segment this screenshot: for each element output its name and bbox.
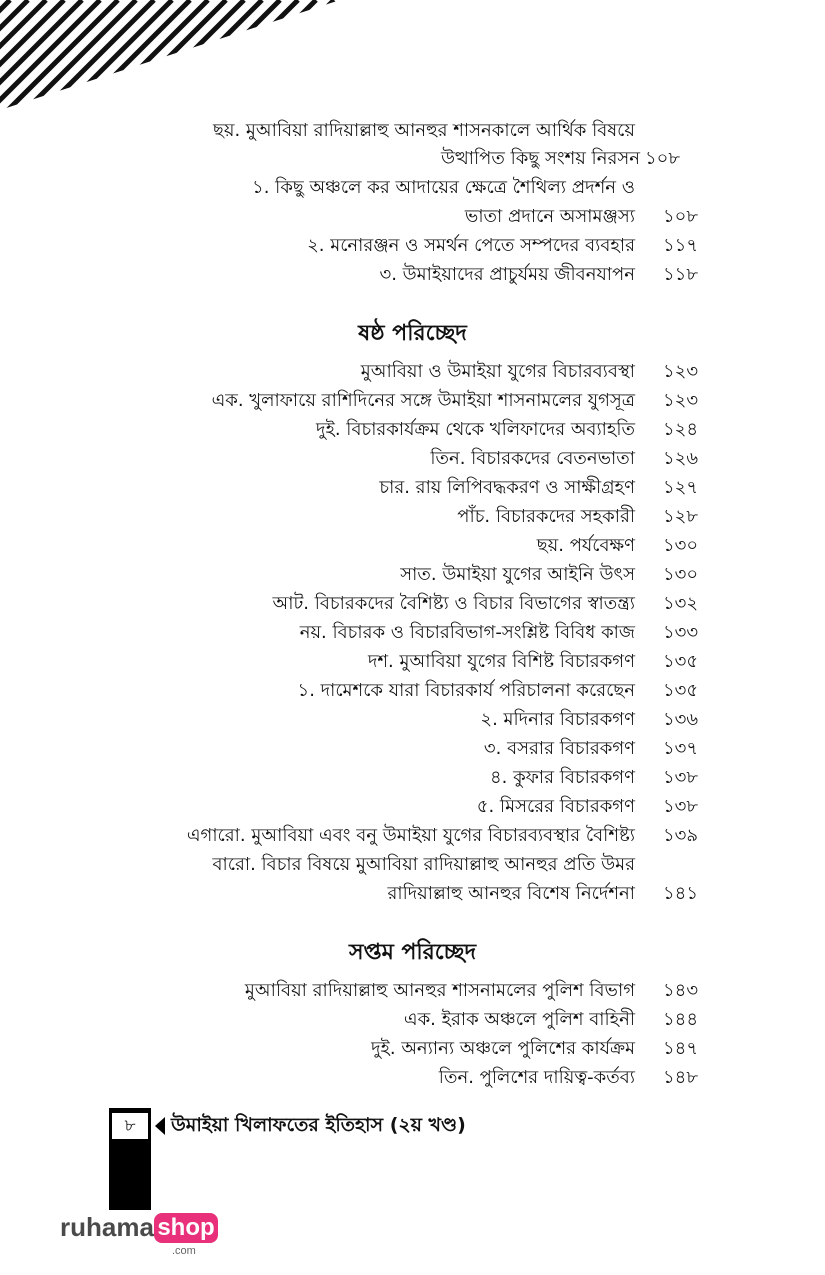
- toc-entry-title: ৩. উমাইয়াদের প্রাচুর্যময় জীবনযাপন: [379, 264, 635, 285]
- toc-entry-title: নয়. বিচারক ও বিচারবিভাগ-সংশ্লিষ্ট বিবিধ কাজ: [299, 622, 635, 643]
- toc-entry: [0, 204, 825, 230]
- toc-entry-title: এক. খুলাফায়ে রাশিদিনের সঙ্গে উমাইয়া শাসনামলের যুগসূত্র: [211, 390, 635, 411]
- toc-entry-title: ভাতা প্রদানে অসামঞ্জস্য: [464, 206, 635, 227]
- toc-entry: [0, 175, 825, 201]
- toc-entry-page: ১৪৪: [663, 1009, 699, 1030]
- toc-entry: [0, 475, 825, 501]
- toc-entry: [0, 359, 825, 385]
- toc-entry: [0, 1007, 825, 1033]
- toc-entry-page: ১০৮: [663, 206, 699, 227]
- toc-entry-title: বারো. বিচার বিষয়ে মুআবিয়া রাদিয়াল্লাহু আনহুর প্রতি উমর: [212, 854, 635, 875]
- toc-entry: [0, 417, 825, 443]
- logo-brand-text: ruhama: [60, 1212, 154, 1242]
- toc-entry: [0, 1036, 825, 1062]
- toc-entry-page: ১৩০: [663, 535, 699, 556]
- toc-entry-title: ছয়. মুআবিয়া রাদিয়াল্লাহু আনহুর শাসনকালে আর্থিক বিষয়ে: [212, 120, 635, 141]
- toc-entry-title: এগারো. মুআবিয়া এবং বনু উমাইয়া যুগের বিচারব্যবস্থার বৈশিষ্ট্য: [186, 825, 635, 846]
- toc-entry-page: ১৩৮: [663, 796, 699, 817]
- toc-entry: [0, 765, 825, 791]
- toc-entry-title: পাঁচ. বিচারকদের সহকারী: [457, 506, 635, 527]
- book-title: উমাইয়া খিলাফতের ইতিহাস (২য় খণ্ড): [171, 1114, 466, 1136]
- toc-entry-page: ১৩৫: [663, 680, 699, 701]
- page-number: ৮: [112, 1113, 148, 1139]
- toc-entry-title: তিন. বিচারকদের বেতনভাতা: [430, 448, 635, 469]
- toc-entry-title: আট. বিচারকদের বৈশিষ্ট্য ও বিচার বিভাগের স্বাতন্ত্র্য: [272, 593, 635, 614]
- toc-entry: [0, 533, 825, 559]
- toc-entry: [0, 620, 825, 646]
- toc-entry-title: ৫. মিসরের বিচারকগণ: [476, 796, 635, 817]
- logo-shop-text: shop: [154, 1213, 218, 1243]
- toc-entry-page: ১৩০: [663, 564, 699, 585]
- toc-entry-page: ১২৪: [663, 419, 699, 440]
- toc-entry-page: ১৩৭: [663, 738, 699, 759]
- toc-entry-title: উত্থাপিত কিছু সংশয় নিরসন: [440, 148, 640, 169]
- toc-entry-title: দুই. অন্যান্য অঞ্চলে পুলিশের কার্যক্রম: [371, 1038, 635, 1059]
- toc-entry: [0, 262, 825, 288]
- toc-entry: [0, 707, 825, 733]
- toc-entry: [0, 146, 825, 172]
- toc-entry-page: ১৩২: [663, 593, 699, 614]
- toc-entry-page: ১২৮: [663, 506, 699, 527]
- triangle-left-icon: [155, 1117, 165, 1135]
- toc-entry-page: ১২৭: [663, 477, 699, 498]
- toc-entry-page: ১২৬: [663, 448, 699, 469]
- toc-entry-title: এক. ইরাক অঞ্চলে পুলিশ বাহিনী: [403, 1009, 635, 1030]
- toc-entry-title: দুই. বিচারকার্যক্রম থেকে খলিফাদের অব্যাহতি: [316, 419, 635, 440]
- toc-entry-page: ১২৩: [663, 390, 699, 411]
- toc-entry-page: ১১৮: [663, 264, 699, 285]
- toc-entry: [0, 233, 825, 259]
- toc-entry-page: ১৪৭: [663, 1038, 699, 1059]
- toc-entry-title: সাত. উমাইয়া যুগের আইনি উৎস: [400, 564, 635, 585]
- toc-entry-title: মুআবিয়া রাদিয়াল্লাহু আনহুর শাসনামলের পুলিশ বিভাগ: [244, 980, 635, 1001]
- toc-entry-title: দশ. মুআবিয়া যুগের বিশিষ্ট বিচারকগণ: [367, 651, 635, 672]
- toc-entry-title: ২. মদিনার বিচারকগণ: [480, 709, 635, 730]
- section-heading: ষষ্ঠ পরিচ্ছেদ: [358, 321, 467, 346]
- toc-entry: [0, 388, 825, 414]
- section-heading: সপ্তম পরিচ্ছেদ: [348, 940, 477, 965]
- toc-entry-title: ৪. কুফার বিচারকগণ: [490, 767, 635, 788]
- toc-entry-title: ১. দামেশকে যারা বিচারকার্য পরিচালনা করেছেন: [297, 680, 635, 701]
- toc-entry: [0, 118, 825, 144]
- toc-entry: [0, 649, 825, 675]
- toc-entry-page: ১৩৩: [663, 622, 699, 643]
- toc-entry: [0, 881, 825, 907]
- toc-entry-page: ১৪৮: [663, 1067, 699, 1088]
- toc-entry-page: ১৪১: [663, 883, 699, 904]
- toc-entry-page: ১২৩: [663, 361, 699, 382]
- toc-entry-page: ১৩৯: [663, 825, 699, 846]
- toc-entry-title: ৩. বসরার বিচারকগণ: [483, 738, 635, 759]
- toc-entry: [0, 562, 825, 588]
- toc-entry-page: ১১৭: [663, 235, 699, 256]
- logo-domain-text: .com: [172, 1245, 196, 1257]
- toc-entry: [0, 504, 825, 530]
- toc-entry-page: ১৩৫: [663, 651, 699, 672]
- toc-entry: [0, 794, 825, 820]
- toc-entry: [0, 446, 825, 472]
- toc-entry-title: ১. কিছু অঞ্চলে কর আদায়ের ক্ষেত্রে শৈথিল্য প্রদর্শন ও: [252, 177, 635, 198]
- toc-entry-page: ১৩৮: [663, 767, 699, 788]
- toc-entry-title: ছয়. পর্যবেক্ষণ: [536, 535, 635, 556]
- toc-entry-title: মুআবিয়া ও উমাইয়া যুগের বিচারব্যবস্থা: [360, 361, 635, 382]
- toc-entry-page: ১০৮: [645, 148, 681, 169]
- toc-entry: [0, 852, 825, 878]
- toc-entry-title: রাদিয়াল্লাহু আনহুর বিশেষ নির্দেশনা: [387, 883, 635, 904]
- toc-entry-title: ২. মনোরঞ্জন ও সমর্থন পেতে সম্পদের ব্যবহার: [307, 235, 635, 256]
- toc-entry: [0, 678, 825, 704]
- diagonal-stripes-decoration: [0, 0, 340, 110]
- toc-entry: [0, 978, 825, 1004]
- toc-entry-title: চার. রায় লিপিবদ্ধকরণ ও সাক্ষীগ্রহণ: [379, 477, 635, 498]
- toc-entry-page: ১৪৩: [663, 980, 699, 1001]
- toc-entry: [0, 736, 825, 762]
- toc-entry: [0, 591, 825, 617]
- toc-entry-title: তিন. পুলিশের দায়িত্ব-কর্তব্য: [438, 1067, 635, 1088]
- toc-entry: [0, 823, 825, 849]
- toc-entry-page: ১৩৬: [663, 709, 699, 730]
- toc-entry: [0, 1065, 825, 1091]
